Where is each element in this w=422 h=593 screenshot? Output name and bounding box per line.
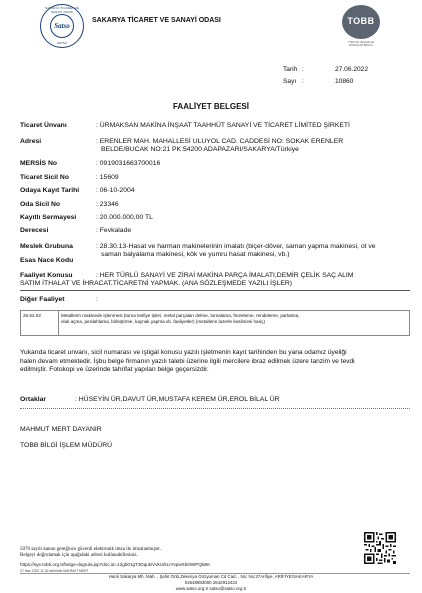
tobb-logo-icon bbox=[342, 5, 380, 49]
sermaye-label: Kayıtlı Sermayesi bbox=[20, 214, 77, 221]
activity-code: 25.62.02 bbox=[21, 311, 59, 335]
footer-phone: 02648883000 2642912424 bbox=[184, 580, 238, 585]
verification-line: 5070 sayılı kanun gereğince güvenli elektronik imza ile imzalanmıştır. bbox=[20, 547, 161, 552]
number-label: Sayı bbox=[283, 78, 297, 85]
sermaye-value: : 20.000.000,00 TL bbox=[96, 214, 153, 221]
kayit-tarihi-label: Odaya Kayıt Tarihi bbox=[20, 187, 80, 194]
tobb-logo-text: TOBB bbox=[347, 16, 375, 26]
activity-description bbox=[61, 313, 405, 325]
adres-value-2: BELDE/BUCAK NO:21 PK:54200 ADAPAZARI/SAKARYA/Türkiye bbox=[101, 146, 299, 153]
diger-value: : bbox=[96, 296, 98, 303]
partners-label: Ortaklar bbox=[20, 396, 47, 403]
qr-code-icon bbox=[364, 532, 396, 564]
oda-sicil-value: : 23346 bbox=[96, 201, 119, 208]
verification-line: Belgeyi doğrulamak için aşağıdaki adresi kullanabilirsiniz. bbox=[20, 553, 138, 559]
date-label: Tarih bbox=[283, 66, 298, 73]
footer-address: Hanlı Sakarya Mh. Mah. , Şehit Onb.Zekeriya Gözyuman Cd Cad. , No: No:27Arifiye, ARİFİYE/SAKARYA bbox=[108, 574, 314, 579]
derece-value: : Fevkalade bbox=[96, 227, 132, 234]
meslek-value-1: : 28.30.13-Hasat ve harman makinelerinin imalatı (biçer-döver, saman yapma makinesi, ot ve bbox=[96, 243, 376, 250]
dotted-divider bbox=[20, 408, 410, 409]
adres-label: Adresi bbox=[20, 138, 42, 145]
verification-url[interactable]: https://sye.tobb.org.tr/belge-dogrula.jsp?doc.id=12gb01gT3DquDVvkU/kLIYvpwXb0W/PQkBK bbox=[20, 562, 211, 567]
partners-value: : HÜSEYİN ÜR,DAVUT ÜR,MUSTAFA KEREM ÜR,EROL BİLAL ÜR bbox=[75, 396, 280, 403]
seal-center: Satso bbox=[50, 14, 74, 38]
sicil-value: : 15609 bbox=[96, 174, 119, 181]
tobb-subtitle: TÜRKİYE ODALAR VE BORSALAR BİRLİĞİ bbox=[348, 41, 374, 47]
kayit-tarihi-value: : 06-10-2004 bbox=[96, 187, 135, 194]
konu-label: Faaliyet Konusu bbox=[20, 272, 73, 279]
verification-tiny: 27 Haz 2022 11:32 tarihinde MAHMUT MERT bbox=[20, 569, 89, 573]
diger-label: Diğer Faaliyet bbox=[20, 296, 65, 303]
activity-description-line: oluk açma, perdahlama, birleştirme, kaynak yapma vb. faaliyetler) (metallerin lazerle kesilmesi hariç) bbox=[61, 319, 265, 325]
signatory-title: TOBB BİLGİ İŞLEM MÜDÜRÜ bbox=[20, 442, 113, 449]
konu-value-1: : HER TÜRLÜ SANAYİ VE ZİRAİ MAKİNA PARÇA İMALATI,DEMİR ÇELİK SAÇ ALIM bbox=[96, 272, 354, 279]
meslek-value-2: saman balyalama makinesi, kök ve yumru hasat makinesi, vb.) bbox=[101, 251, 290, 258]
unvan-value: : ÜRMAKSAN MAKİNA İNŞAAT TAAHHÜT SANAYİ VE TİCARET LİMİTED ŞİRKETİ bbox=[96, 122, 350, 129]
certificate-paragraph bbox=[20, 349, 412, 375]
paragraph-line: edilmiştir. Fotokopi ve üzerinde tahrifat yapılan belge geçersizdir. bbox=[20, 366, 209, 374]
activity-table bbox=[20, 310, 410, 336]
unvan-label: Ticaret Ünvanı bbox=[20, 122, 67, 129]
divider bbox=[20, 290, 410, 291]
org-name: SAKARYA TİCARET VE SANAYİ ODASI bbox=[92, 17, 221, 24]
document-title: FAALİYET BELGESİ bbox=[172, 102, 249, 111]
mersis-value: : 0919031663700016 bbox=[96, 160, 161, 167]
number-value: 10860 bbox=[335, 78, 354, 85]
esas-nace-label: Esas Nace Kodu bbox=[20, 257, 74, 264]
paragraph-line: Yukarıda ticaret unvanı, sicil numarası ve iştigal konusu yazılı işletmenin kayıt tarihinden bu yana odamız üyeliği bbox=[20, 349, 347, 356]
date-value: 27.06.2022 bbox=[335, 66, 369, 73]
activity-description-line: Metallerin makinede işlenmesi (torna tesfiye işleri, metal parçaları delme, tornalama, frezeleme, rendeleme, parlatma, bbox=[61, 313, 300, 318]
konu-value-2: SATIM İTHALAT VE İHRACAT,TİCARETNİ YAPMAK. (ANA SÖZLEŞMEDE YAZILI İŞLER) bbox=[20, 280, 293, 287]
meslek-label: Meslek Grubuna bbox=[20, 243, 73, 250]
verification-note bbox=[20, 547, 161, 560]
seal-ring-bottom: SATSO bbox=[57, 41, 67, 45]
oda-sicil-label: Oda Sicil No bbox=[20, 201, 61, 208]
paragraph-line: halen devam etmektedir. İşbu belge firmanın yazılı talebi üzerine ilgili mercilere ibraz edilmek üzere tanzim ve tevdi bbox=[20, 357, 355, 365]
satso-seal-icon bbox=[40, 4, 84, 48]
seal-ring-top: SAKARYA TİCARET VE SANAYİ ODASI bbox=[45, 6, 79, 14]
sicil-label: Ticaret Sicil No bbox=[20, 174, 69, 181]
mersis-label: MERSİS No bbox=[20, 160, 58, 167]
signatory-name: MAHMUT MERT DAYANIR bbox=[20, 426, 102, 433]
footer-web: www.satso.org.tr satso@satso.org.tr bbox=[175, 586, 247, 591]
adres-value-1: : ERENLER MAH. MAHALLESİ ULUYOL CAD. CADDESİ NO: SOKAK ERENLER bbox=[96, 138, 344, 145]
derece-label: Derecesi bbox=[20, 227, 49, 234]
